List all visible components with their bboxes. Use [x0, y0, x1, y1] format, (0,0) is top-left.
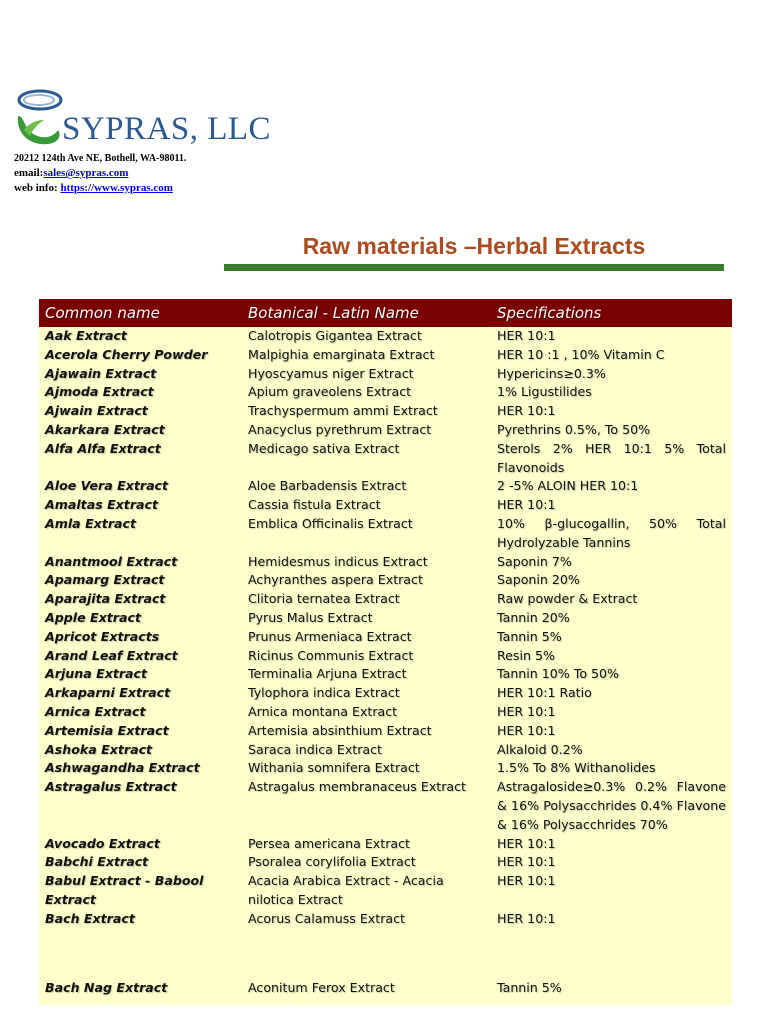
cell-latin-name: Aloe Barbadensis Extract — [248, 478, 407, 494]
cell-common-name: Arand Leaf Extract — [45, 647, 178, 663]
table-row — [39, 402, 732, 421]
cell-common-name: Apricot Extracts — [45, 628, 160, 644]
table-header — [39, 299, 732, 327]
table-row — [39, 722, 732, 741]
page-title: Raw materials –Herbal Extracts — [302, 233, 646, 259]
cell-common-name: Aloe Vera Extract — [45, 478, 169, 494]
table-row — [39, 684, 732, 703]
cell-specification: Alkaloid 0.2% — [497, 741, 583, 757]
table-row — [39, 628, 732, 647]
cell-common-name: Avocado Extract — [45, 835, 160, 851]
web-line — [14, 181, 186, 196]
cell-latin-name: Pyrus Malus Extract — [248, 609, 373, 625]
company-address: 20212 124th Ave NE, Bothell, WA-98011. — [14, 153, 187, 164]
cell-specification: 1.5% To 8% Withanolides — [497, 760, 656, 776]
cell-specification: HER 10:1 — [497, 722, 556, 738]
cell-latin-name: Artemisia absinthium Extract — [248, 722, 432, 738]
table-row — [39, 327, 732, 346]
cell-common-name: Arkaparni Extract — [45, 685, 171, 701]
table-row — [39, 383, 732, 402]
cell-specification: Pyrethrins 0.5%, To 50% — [497, 421, 651, 437]
cell-specification: HER 10:1 — [497, 403, 556, 419]
company-logo — [14, 84, 271, 148]
cell-common-name: Alfa Alfa Extract — [45, 440, 161, 456]
cell-latin-name: Hyoscyamus niger Extract — [248, 365, 414, 381]
cell-common-name: Akarkara Extract — [45, 421, 165, 437]
cell-latin-name: Cassia fistula Extract — [248, 497, 381, 513]
cell-specification: 1% Ligustilides — [497, 384, 592, 400]
cell-common-name: Artemisia Extract — [45, 722, 169, 738]
table-row — [39, 571, 732, 590]
cell-latin-name: Saraca indica Extract — [248, 741, 382, 757]
cell-specification: Hypericins≥0.3% — [497, 365, 606, 381]
table-row — [39, 853, 732, 872]
cell-common-name: Aak Extract — [45, 328, 127, 343]
table-row — [39, 477, 732, 496]
cell-latin-name: Acorus Calamuss Extract — [248, 910, 405, 926]
email-line — [14, 166, 186, 181]
cell-latin-name: Prunus Armeniaca Extract — [248, 628, 412, 644]
cell-specification: HER 10:1 Ratio — [497, 685, 592, 701]
sypras-logo-icon — [14, 86, 64, 148]
cell-common-name: Amla Extract — [45, 515, 137, 531]
web-link[interactable]: https://www.sypras.com — [60, 182, 173, 194]
cell-specification: Resin 5% — [497, 647, 555, 663]
cell-specification: Saponin 20% — [497, 572, 580, 588]
cell-latin-name: Calotropis Gigantea Extract — [248, 328, 422, 343]
column-header-latin-name: Botanical - Latin Name — [248, 304, 419, 322]
title-underline — [224, 264, 724, 271]
cell-latin-name: Achyranthes aspera Extract — [248, 572, 423, 588]
cell-latin-name: Ricinus Communis Extract — [248, 647, 414, 663]
cell-common-name: Babchi Extract — [45, 854, 149, 870]
cell-common-name: Babul Extract - Babool Extract — [45, 873, 204, 907]
cell-common-name: Ajmoda Extract — [45, 384, 154, 400]
table-row — [39, 703, 732, 722]
cell-latin-name: Clitoria ternatea Extract — [248, 591, 400, 607]
cell-specification: Tannin 5% — [497, 979, 562, 995]
cell-latin-name: Psoralea corylifolia Extract — [248, 854, 416, 870]
cell-common-name: Anantmool Extract — [45, 553, 178, 569]
company-name: SYPRAS, LLC — [62, 111, 272, 147]
cell-latin-name: Astragalus membranaceus Extract — [248, 779, 466, 795]
cell-specification: HER 10:1 — [497, 873, 556, 889]
table-row — [39, 365, 732, 384]
cell-common-name: Apamarg Extract — [45, 572, 165, 588]
cell-specification: Tannin 10% To 50% — [497, 666, 620, 682]
cell-latin-name: Malpighia emarginata Extract — [248, 346, 435, 362]
cell-latin-name: Aconitum Ferox Extract — [248, 979, 395, 995]
cell-specification: HER 10:1 — [497, 328, 556, 343]
cell-specification: Tannin 20% — [497, 609, 570, 625]
cell-latin-name: Hemidesmus indicus Extract — [248, 553, 428, 569]
table-body — [39, 327, 732, 998]
cell-latin-name: Trachyspermum ammi Extract — [248, 403, 438, 419]
column-header-specifications: Specifications — [497, 304, 602, 322]
table-row — [39, 515, 732, 553]
cell-common-name: Arjuna Extract — [45, 666, 148, 682]
cell-specification: Astragaloside≥0.3% 0.2% Flavone & 16% Polysacchrides 0.4% Flavone & 16% Polysacchrides 70% — [497, 779, 726, 832]
contact-info — [14, 151, 186, 196]
cell-common-name: Amaltas Extract — [45, 497, 159, 513]
cell-latin-name: Medicago sativa Extract — [248, 440, 400, 456]
cell-specification: 2 -5% ALOIN HER 10:1 — [497, 478, 639, 494]
table-row — [39, 741, 732, 760]
cell-common-name: Bach Nag Extract — [45, 979, 168, 995]
table-row — [39, 910, 732, 979]
cell-latin-name: Arnica montana Extract — [248, 703, 398, 719]
table-row — [39, 590, 732, 609]
extracts-table — [39, 299, 732, 1005]
cell-common-name: Ashwagandha Extract — [45, 760, 200, 776]
cell-specification: HER 10 :1 , 10% Vitamin C — [497, 346, 665, 362]
web-label: web info: — [14, 182, 58, 194]
email-link[interactable]: sales@sypras.com — [43, 167, 129, 179]
cell-common-name: Acerola Cherry Powder — [45, 346, 208, 362]
cell-latin-name: Withania somnifera Extract — [248, 760, 420, 776]
cell-common-name: Aparajita Extract — [45, 591, 166, 607]
cell-latin-name: Tylophora indica Extract — [248, 685, 400, 701]
cell-specification: HER 10:1 — [497, 854, 556, 870]
table-row — [39, 759, 732, 778]
cell-latin-name: Emblica Officinalis Extract — [248, 515, 413, 531]
table-row — [39, 979, 732, 998]
table-row — [39, 872, 732, 910]
table-row — [39, 440, 732, 478]
table-row — [39, 346, 732, 365]
table-row — [39, 647, 732, 666]
cell-latin-name: Apium graveolens Extract — [248, 384, 412, 400]
table-row — [39, 609, 732, 628]
cell-common-name: Apple Extract — [45, 609, 141, 625]
table-row — [39, 835, 732, 854]
cell-common-name: Ashoka Extract — [45, 741, 153, 757]
cell-specification: HER 10:1 — [497, 910, 556, 926]
cell-specification: HER 10:1 — [497, 835, 556, 851]
cell-specification: HER 10:1 — [497, 703, 556, 719]
table-row — [39, 553, 732, 572]
table-row — [39, 421, 732, 440]
cell-latin-name: Anacyclus pyrethrum Extract — [248, 421, 432, 437]
cell-common-name: Bach Extract — [45, 910, 135, 926]
cell-specification: Sterols 2% HER 10:1 5% Total Flavonoids — [497, 440, 726, 475]
email-label: email: — [14, 167, 44, 179]
cell-common-name: Astragalus Extract — [45, 779, 177, 795]
cell-latin-name: Persea americana Extract — [248, 835, 410, 851]
cell-common-name: Ajawain Extract — [45, 365, 157, 381]
cell-specification: HER 10:1 — [497, 497, 556, 513]
cell-specification: Raw powder & Extract — [497, 591, 638, 607]
cell-latin-name: Acacia Arabica Extract - Acacia nilotica Extract — [248, 873, 444, 907]
cell-latin-name: Terminalia Arjuna Extract — [248, 666, 407, 682]
cell-specification: Tannin 5% — [497, 628, 562, 644]
cell-common-name: Ajwain Extract — [45, 403, 148, 419]
table-row — [39, 665, 732, 684]
cell-common-name: Arnica Extract — [45, 703, 146, 719]
cell-specification: Saponin 7% — [497, 553, 572, 569]
table-row — [39, 778, 732, 834]
column-header-common-name: Common name — [45, 304, 160, 322]
cell-specification: 10% β-glucogallin, 50% Total Hydrolyzable Tannins — [497, 515, 726, 550]
table-row — [39, 496, 732, 515]
